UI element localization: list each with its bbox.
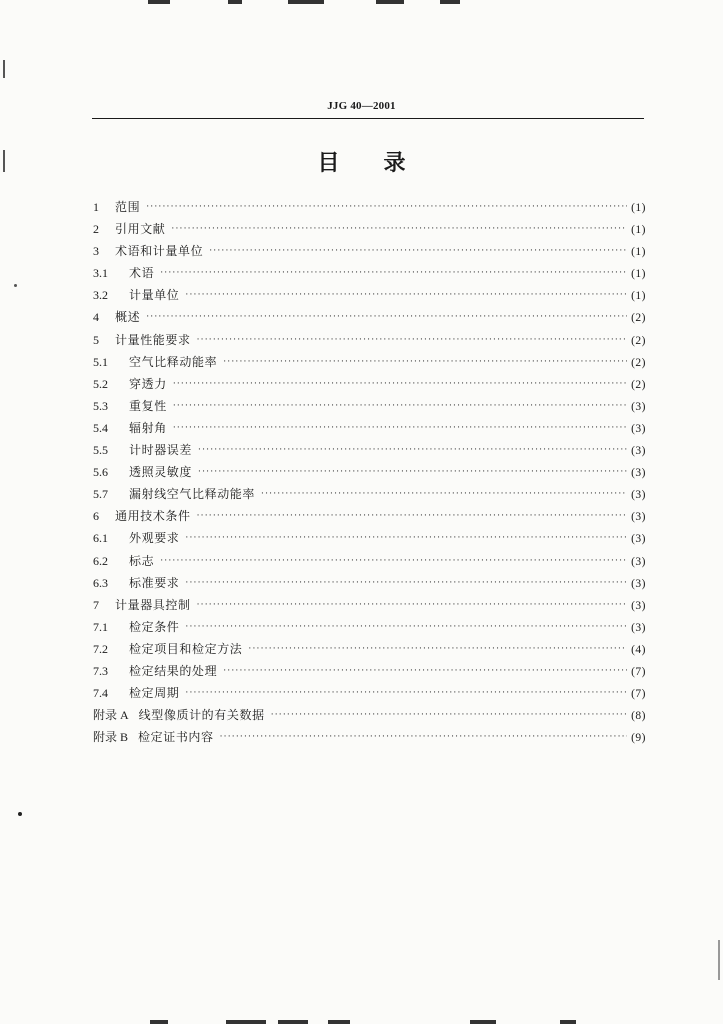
toc-entry-number: 3.1 (93, 266, 108, 281)
toc-entry-title: 透照灵敏度 (129, 465, 193, 480)
toc-entry-title: 辐射角 (129, 420, 167, 435)
scan-edge-mark (226, 1020, 266, 1024)
toc-entry-page: (9) (631, 732, 646, 745)
toc-entry-page: (3) (631, 400, 646, 413)
toc-entry-number: 4 (93, 310, 99, 325)
toc-entry-number: 7.1 (93, 619, 108, 634)
scan-edge-mark (150, 1020, 168, 1024)
toc-entry-title: 计时器误差 (129, 443, 193, 458)
toc-entry[interactable] (93, 439, 646, 461)
toc-entry-number: 7.4 (93, 686, 108, 701)
toc-entry-title: 检定条件 (129, 619, 180, 634)
toc-dot-leader (185, 284, 627, 306)
toc-dot-leader (185, 616, 627, 638)
toc-entry-number: 7 (93, 597, 99, 612)
toc-entry[interactable] (93, 527, 646, 549)
toc-entry-page: (3) (631, 577, 646, 590)
toc-entry-number: 1 (93, 200, 99, 214)
toc-entry-page: (3) (631, 489, 646, 502)
table-of-contents (93, 196, 646, 748)
toc-entry[interactable] (93, 505, 646, 527)
toc-dot-leader (197, 505, 627, 527)
toc-entry[interactable] (93, 638, 646, 660)
toc-entry[interactable] (93, 351, 646, 373)
toc-dot-leader (198, 461, 627, 483)
toc-entry[interactable] (93, 395, 646, 417)
toc-entry-number: 7.2 (93, 641, 108, 656)
toc-dot-leader (185, 527, 627, 549)
toc-entry[interactable] (93, 550, 646, 572)
toc-entry[interactable] (93, 306, 646, 328)
toc-entry-title: 空气比释动能率 (129, 354, 218, 369)
scan-edge-mark (278, 1020, 308, 1024)
toc-entry-page: (3) (631, 555, 646, 568)
toc-entry-page: (2) (631, 334, 646, 347)
toc-entry-page: (1) (631, 224, 646, 237)
toc-entry-page: (3) (631, 511, 646, 524)
toc-entry-title: 重复性 (129, 398, 167, 413)
toc-dot-leader (173, 417, 627, 439)
toc-entry-title: 概述 (115, 310, 141, 325)
toc-dot-leader (173, 373, 627, 395)
toc-entry-number: 5.7 (93, 487, 108, 502)
page-title: 目录 (317, 151, 450, 176)
toc-entry-page: (3) (631, 599, 646, 612)
toc-dot-leader (197, 329, 627, 351)
toc-entry[interactable] (93, 726, 646, 748)
toc-dot-leader (220, 726, 627, 748)
toc-entry-title: 术语 (129, 266, 155, 281)
toc-entry[interactable] (93, 682, 646, 704)
scan-edge-mark (470, 1020, 496, 1024)
toc-entry-page: (3) (631, 467, 646, 480)
toc-entry[interactable] (93, 196, 646, 218)
toc-entry-page: (8) (631, 710, 646, 723)
toc-entry-number: 附录 A (93, 708, 129, 723)
scan-edge-mark (228, 0, 242, 4)
toc-entry-title: 引用文献 (115, 222, 166, 237)
toc-entry-number: 5.6 (93, 465, 108, 480)
toc-entry-page: (7) (631, 688, 646, 701)
scan-edge-mark (718, 940, 720, 980)
toc-entry-number: 5.3 (93, 398, 108, 413)
header-divider (92, 118, 644, 119)
toc-entry-title: 检定周期 (129, 686, 180, 701)
toc-entry[interactable] (93, 417, 646, 439)
toc-dot-leader (248, 638, 627, 660)
toc-entry-title: 标准要求 (129, 575, 180, 590)
toc-entry-page: (3) (631, 621, 646, 634)
toc-entry-title: 标志 (129, 553, 155, 568)
toc-entry[interactable] (93, 240, 646, 262)
toc-entry[interactable] (93, 218, 646, 240)
scan-edge-mark (14, 284, 17, 287)
toc-entry[interactable] (93, 262, 646, 284)
toc-entry-number: 7.3 (93, 663, 108, 678)
toc-entry-number: 6.3 (93, 575, 108, 590)
toc-dot-leader (185, 682, 627, 704)
toc-entry-page: (2) (631, 312, 646, 325)
toc-entry[interactable] (93, 329, 646, 351)
toc-entry-page: (1) (631, 202, 646, 214)
toc-entry-page: (3) (631, 533, 646, 546)
toc-entry-title: 计量器具控制 (115, 597, 191, 612)
toc-entry-title: 检定证书内容 (138, 730, 214, 745)
toc-entry-title: 线型像质计的有关数据 (138, 708, 265, 723)
toc-entry-title: 计量单位 (129, 288, 180, 303)
toc-entry[interactable] (93, 704, 646, 726)
toc-entry[interactable] (93, 616, 646, 638)
toc-entry-number: 3.2 (93, 288, 108, 303)
scan-edge-mark (3, 60, 5, 78)
toc-dot-leader (209, 240, 627, 262)
toc-dot-leader (198, 439, 627, 461)
toc-entry[interactable] (93, 660, 646, 682)
toc-entry-number: 5 (93, 332, 99, 347)
toc-entry[interactable] (93, 572, 646, 594)
toc-dot-leader (160, 262, 627, 284)
toc-entry-number: 2 (93, 222, 99, 237)
scan-edge-mark (328, 1020, 350, 1024)
toc-entry-number: 5.5 (93, 443, 108, 458)
toc-entry-title: 术语和计量单位 (115, 244, 204, 259)
toc-entry-number: 3 (93, 244, 99, 259)
toc-dot-leader (171, 218, 627, 240)
toc-entry-number: 6.1 (93, 531, 108, 546)
toc-dot-leader (146, 196, 627, 218)
toc-dot-leader (173, 395, 627, 417)
toc-entry-title: 通用技术条件 (115, 509, 191, 524)
scan-edge-mark (560, 1020, 576, 1024)
toc-entry-page: (1) (631, 290, 646, 303)
toc-entry-title: 范围 (115, 200, 141, 214)
document-code: JJG 40—2001 (327, 100, 396, 112)
scan-edge-mark (18, 812, 22, 816)
toc-entry-number: 5.4 (93, 420, 108, 435)
toc-entry-title: 检定项目和检定方法 (129, 641, 243, 656)
scan-edge-mark (376, 0, 404, 4)
scan-edge-mark (440, 0, 460, 4)
toc-entry-number: 附录 B (93, 730, 129, 745)
toc-entry-number: 6.2 (93, 553, 108, 568)
toc-entry[interactable] (93, 483, 646, 505)
toc-entry-page: (2) (631, 356, 646, 369)
toc-dot-leader (185, 572, 627, 594)
toc-entry-title: 穿透力 (129, 376, 167, 391)
toc-entry[interactable] (93, 594, 646, 616)
toc-entry-number: 5.2 (93, 376, 108, 391)
toc-entry-page: (2) (631, 378, 646, 391)
toc-entry-number: 5.1 (93, 354, 108, 369)
toc-entry-page: (1) (631, 246, 646, 259)
toc-entry-page: (1) (631, 268, 646, 281)
toc-entry-title: 漏射线空气比释动能率 (129, 487, 256, 502)
scan-edge-mark (288, 0, 324, 4)
toc-entry-title: 计量性能要求 (115, 332, 191, 347)
toc-entry-page: (3) (631, 422, 646, 435)
toc-dot-leader (160, 550, 627, 572)
toc-entry[interactable] (93, 373, 646, 395)
toc-entry-page: (3) (631, 445, 646, 458)
scan-edge-mark (148, 0, 170, 4)
toc-dot-leader (271, 704, 627, 726)
toc-entry-number: 6 (93, 509, 99, 524)
toc-dot-leader (223, 660, 627, 682)
toc-entry[interactable] (93, 284, 646, 306)
toc-entry[interactable] (93, 461, 646, 483)
toc-entry-title: 外观要求 (129, 531, 180, 546)
toc-dot-leader (223, 351, 627, 373)
toc-entry-title: 检定结果的处理 (129, 663, 218, 678)
toc-entry-page: (4) (631, 643, 646, 656)
toc-entry-page: (7) (631, 665, 646, 678)
toc-dot-leader (261, 483, 627, 505)
toc-dot-leader (197, 594, 627, 616)
toc-dot-leader (146, 306, 627, 328)
